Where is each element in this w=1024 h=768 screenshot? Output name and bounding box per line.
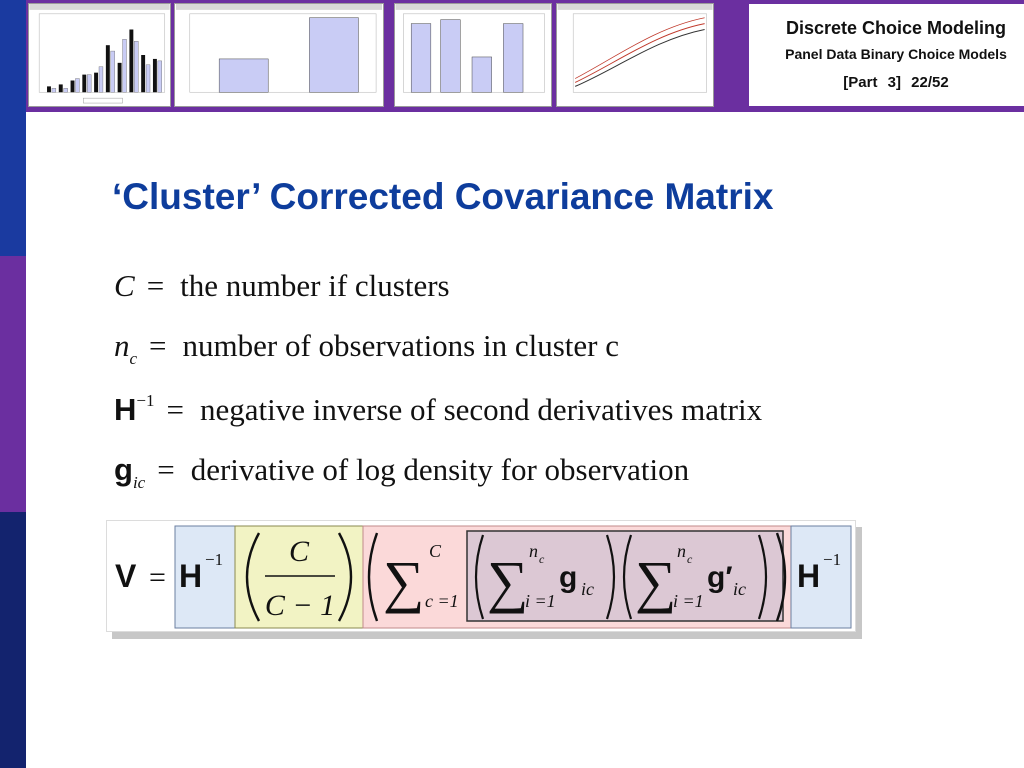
thumbnail-bar-chart-two-graphic [175, 4, 383, 106]
sum-upper-nc-2: n [677, 541, 686, 561]
definition-c [114, 268, 450, 304]
header-strip [26, 0, 1024, 112]
equals-sign: = [166, 392, 184, 427]
sum-sign-outer: ∑ [383, 549, 425, 614]
g-prime-subscript: ic [733, 579, 746, 599]
g-subscript: ic [581, 579, 594, 599]
definition-subscript: ic [132, 473, 146, 492]
definition-subscript: c [129, 349, 138, 368]
sum-upper-c: C [429, 541, 442, 561]
equals-sign: = [149, 561, 166, 594]
left-bar-blue-segment [0, 0, 26, 256]
equals-sign: = [146, 268, 165, 303]
fraction-denominator: C − 1 [264, 589, 336, 622]
formula-graphic [107, 521, 857, 633]
definition-nc [114, 328, 619, 369]
thumbnail-histogram [28, 3, 171, 107]
slide-number: 22/52 [911, 74, 949, 91]
sum-upper-nc-sub-2: c [687, 552, 693, 566]
equals-sign: = [157, 452, 175, 487]
definition-symbol: n [114, 328, 130, 363]
slide-title: ‘Cluster’ Corrected Covariance Matrix [112, 176, 774, 217]
definition-gic [114, 452, 689, 493]
definition-text: the number if clusters [180, 268, 450, 303]
course-title: Discrete Choice Modeling [785, 18, 1007, 38]
course-subtitle: Panel Data Binary Choice Models [785, 46, 1007, 62]
cluster-covariance-formula [106, 520, 856, 632]
sum-lower-i-1: i =1 [525, 591, 556, 611]
h-symbol-right: H [797, 558, 821, 594]
definition-text: negative inverse of second derivatives matrix [199, 392, 763, 427]
course-title-box [747, 2, 1024, 108]
sum-sign-inner-2: ∑ [635, 549, 677, 614]
left-bar-purple-segment [0, 256, 26, 512]
sum-upper-nc-sub-1: c [539, 552, 545, 566]
definition-symbol: C [114, 268, 135, 303]
fraction-numerator: C [288, 535, 310, 568]
left-accent-bar [0, 0, 26, 768]
h-symbol-left: H [179, 558, 203, 594]
thumbnail-histogram-graphic [29, 4, 170, 106]
sum-lower-c: c =1 [425, 591, 459, 611]
thumbnail-bar-chart-two [174, 3, 384, 107]
equals-sign: = [149, 328, 167, 363]
part-label: [Part 3] [843, 74, 901, 91]
slide-counter [749, 74, 1024, 91]
thumbnail-line-chart-graphic [557, 4, 713, 106]
definition-superscript: −1 [136, 391, 155, 410]
h-inverse-exponent-right: −1 [823, 550, 842, 569]
h-inverse-exponent-left: −1 [205, 550, 224, 569]
g-prime-symbol: g′ [707, 561, 733, 594]
thumbnail-bar-chart-four [394, 3, 552, 107]
thumbnail-bar-chart-four-graphic [395, 4, 551, 106]
definition-symbol: H [114, 392, 137, 427]
left-bar-navy-segment [0, 512, 26, 768]
g-symbol: g [559, 561, 578, 594]
definition-h-inverse [114, 391, 762, 428]
thumbnail-line-chart [556, 3, 714, 107]
sum-sign-inner-1: ∑ [487, 549, 529, 614]
definition-text: number of observations in cluster c [182, 328, 619, 363]
definition-symbol: g [114, 452, 133, 487]
v-symbol: V [115, 558, 137, 594]
sum-upper-nc-1: n [529, 541, 538, 561]
definition-text: derivative of log density for observation [190, 452, 690, 487]
sum-lower-i-2: i =1 [673, 591, 704, 611]
